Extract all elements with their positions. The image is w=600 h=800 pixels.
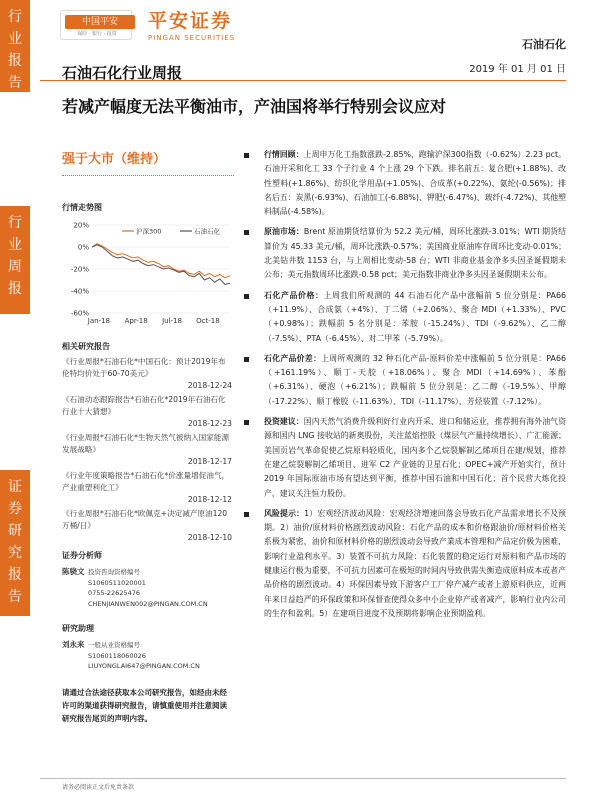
related-report-title: 《行业周报*石油石化*欧佩克+决定减产原油120万桶/日》 bbox=[62, 509, 228, 530]
sidebar-char: 告 bbox=[8, 75, 22, 91]
sidebar-char: 告 bbox=[8, 589, 22, 605]
contact-line: 0755-22625476 bbox=[88, 589, 140, 597]
bullet-square-icon bbox=[244, 420, 249, 425]
sidebar-char: 报 bbox=[8, 567, 22, 583]
sidebar bbox=[0, 0, 30, 800]
pingan-logo-mark: 中国平安 bbox=[65, 15, 135, 29]
industry-label: 石油石化 bbox=[522, 38, 566, 51]
summary-bullet bbox=[240, 148, 566, 219]
related-report-date: 2018-12-23 bbox=[187, 419, 232, 428]
related-report-title: 《石油动态跟踪报告*石油石化*2019年石油石化行业十大猜想》 bbox=[62, 395, 226, 416]
summary-bullets bbox=[240, 148, 566, 627]
sidebar-char: 业 bbox=[8, 31, 22, 47]
analyst-name: 陈骁文 bbox=[62, 567, 85, 576]
bullet-text: 上周所观测的 32 种石化产品-原料价差中涨幅前 5 位分别是：PA66（+161.19%）、顺丁-天胶（+18.06%）、聚合 MDI（+14.69%）、苯酚（+6.31%）、硬泡（+6.21%）；跌幅前 5 位分别是：乙二醇（-19.5%）、甲醇（-17.22%）、顺丁橡胶（-11.63%）、TDI（-11.17%）、芳烃装置（-7.12%）。 bbox=[264, 353, 566, 406]
contact-line: LIUYONGLAI647@PINGAN.COM.CN bbox=[88, 662, 200, 670]
footer-divider bbox=[40, 778, 566, 779]
bullet-text: 1）宏观经济波动风险：宏观经济增速回落会导致石化产品需求增长不及预期。2）油价/原材料价格剧烈波动风险：石化产品的成本和价格跟油价/原材料价格关系极为紧密，油价和原材料价格的剧烈波动会导致产業成本管理和产品定价极为困难，影响行业盈利水平。3）装置不可抗力风险：石化装置的稳定运行对原料和产品市场的健康运行极为重要，不可抗力因素可在极短的时间内导致供需失衡造成原料成本或者产品价格的剧烈波动。4）环保因素导致下游客户工厂停产减产或者上游原料供应，近两年来日益趋严的环保政策和环保督查使得众多中小企业停产或者减产，影响行业内公司的生存和盈利。5）在建项目进度不及预期将影响企业预期盈利。 bbox=[264, 508, 566, 618]
analyst-info bbox=[88, 567, 232, 609]
sidebar-char: 业 bbox=[8, 237, 22, 253]
rating: 强于大市（维持） bbox=[62, 152, 167, 167]
x-tick-label: Jul-18 bbox=[162, 317, 182, 325]
assistant-name: 刘永来 bbox=[62, 640, 85, 649]
pingan-logo-subtitle: 保险 · 银行 · 投资 bbox=[77, 31, 117, 37]
related-report-item bbox=[62, 432, 232, 468]
sidebar-block-industry-report bbox=[0, 0, 30, 92]
sidebar-char: 行 bbox=[8, 215, 22, 231]
sidebar-block-securities-research bbox=[0, 470, 30, 616]
related-report-date: 2018-12-10 bbox=[187, 533, 232, 542]
sidebar-char: 行 bbox=[8, 9, 22, 25]
bullet-label: 行情回顾： bbox=[264, 150, 304, 159]
header-divider bbox=[40, 80, 566, 81]
y-tick-label: 20% bbox=[73, 221, 89, 230]
contact-line: S1060118060026 bbox=[88, 651, 146, 660]
related-report-date: 2018-12-12 bbox=[187, 495, 232, 504]
legend-label: 石油石化 bbox=[194, 227, 220, 236]
sidebar-char: 周 bbox=[8, 259, 22, 275]
bullet-label: 风险提示： bbox=[264, 508, 305, 518]
bullet-text: 上周我们所观测的 44 石油石化产品中涨幅前 5 位分别是：PA66（+11.9%）、合成氨（+4%）、丁二烯（+2.06%）、聚合 MDI（+1.33%）、PVC（+0.98%）；跌幅前 5 名分别是：苯胺（-15.24%）、TDI（-9.62%）、乙二醇（-7.5%）、PTA（-6.45%）、对二甲苯（-5.79%）。 bbox=[264, 290, 567, 343]
report-date: 2019 年 01 月 01 日 bbox=[469, 64, 566, 75]
performance-chart bbox=[62, 217, 232, 333]
y-tick-label: -20% bbox=[70, 265, 89, 274]
related-report-item bbox=[62, 508, 232, 544]
legend-label: 沪深300 bbox=[136, 227, 162, 236]
bullet-square-icon bbox=[244, 294, 249, 299]
related-report-title: 《行业周报*石油石化*中国石化：预计2019年布伦特均价处于60-70美元》 bbox=[62, 357, 226, 378]
related-research-list bbox=[62, 356, 232, 544]
assistant-info bbox=[88, 640, 232, 672]
sidebar-char: 报 bbox=[8, 53, 22, 69]
related-research-title: 相关研究报告 bbox=[62, 342, 110, 351]
related-report-title: 《行业周报*石油石化*生物天然气被纳入国家能源发展战略》 bbox=[62, 433, 230, 454]
bullet-text: 上周申万化工指数涨跌-2.85%，跑输沪深300指数（-0.62%）2.23 pct。石油开采和化工 33 个子行业 4 个上涨 29 个下跌。排名前五：复合肥(+1.88%)、改性塑料(+1.86%)、纺织化学用品(+1.05%)、合成革(+0.22%)、氨纶(-0.56%)；排名后五：炭黑(-6.93%)、石油加工(-6.88%)、钾肥(-6.47%)、玻纤(-4.72%)、其他塑料制品(-4.58%)。 bbox=[264, 150, 566, 217]
summary-bullet bbox=[240, 352, 566, 409]
analyst-section-title: 证券分析师 bbox=[62, 551, 102, 560]
related-report-item bbox=[62, 470, 232, 506]
disclaimer: 请通过合法途径获取本公司研究报告，如经由未经许可的渠道获得研究报告，请慎重使用并注意阅读研究报告尾页的声明内容。 bbox=[62, 687, 227, 723]
report-type: 石油石化行业周报 bbox=[62, 64, 183, 82]
sidebar-char: 证 bbox=[8, 479, 22, 495]
related-report-item bbox=[62, 394, 232, 430]
x-tick-label: Jan-18 bbox=[87, 317, 111, 325]
related-report-item bbox=[62, 356, 232, 392]
rating-divider bbox=[62, 175, 234, 176]
y-tick-label: 0% bbox=[77, 243, 89, 252]
footer-note: 请务必阅读正文后免责条款 bbox=[62, 784, 135, 791]
bullet-text: Brent 原油期货结算价为 52.2 美元/桶，周环比涨跌-3.01%；WTI 期货结算价为 45.33 美元/桶，周环比涨跌-0.57%；美国商业原油库存周环比变动-0.01%；北美钻井数 1153 台，与上周相比变动-58 台；WTI 非商业基金净多头因圣诞假期未公布；美元指数周环比涨跌-0.58 pct；美元指数非商业净多头因圣诞假期未公布。 bbox=[264, 227, 566, 280]
bullet-text: 国内天然气消费升级利好行业内开采、进口和储运业，推荐拥有海外油气资源和国内 LNG 接收站的新奥股份，关注蓝焰控股（煤层气产量持续增长）、广汇能源；美国页岩气革命促使乙烷原料轻质化，国内多个乙烷裂解制乙烯项目在建/规划，推荐在建乙烷裂解制乙烯项目、进军 C2 产业链的卫星石化；OPEC+减产开始实行，预计 2019 年国际原油市场有望达到平衡，推荐中国石油和中国石化；首个民营大炼化投产，建议关注恒力股份。 bbox=[264, 417, 566, 498]
pingan-securities-logo bbox=[148, 6, 235, 42]
summary-bullet bbox=[240, 415, 566, 501]
securities-logo-cn: 平安证券 bbox=[148, 10, 233, 32]
bullet-label: 石化产品价差： bbox=[264, 353, 322, 363]
pingan-logo bbox=[60, 10, 132, 40]
assistant-card bbox=[62, 640, 232, 672]
left-column bbox=[62, 140, 232, 725]
bullet-label: 原油市场： bbox=[264, 227, 304, 237]
contact-line: 投资咨询资格编号 bbox=[88, 568, 140, 576]
performance-chart-svg bbox=[62, 217, 234, 329]
sidebar-char: 究 bbox=[8, 545, 22, 561]
x-tick-label: Apr-18 bbox=[124, 317, 148, 325]
y-tick-label: -60% bbox=[70, 309, 89, 318]
sidebar-block-industry-weekly bbox=[0, 206, 30, 314]
contact-line: 一般从业资格编号 bbox=[88, 641, 140, 649]
sidebar-char: 券 bbox=[8, 501, 22, 517]
bullet-label: 石化产品价格： bbox=[264, 290, 324, 300]
summary-bullet bbox=[240, 507, 566, 621]
chart-section-title: 行情走势图 bbox=[62, 203, 102, 212]
summary-bullet bbox=[240, 289, 566, 346]
related-report-date: 2018-12-17 bbox=[187, 457, 232, 466]
series-line-hs300 bbox=[92, 244, 230, 278]
bullet-label: 投资建议： bbox=[264, 417, 304, 427]
x-tick-label: Oct-18 bbox=[196, 317, 220, 325]
related-report-title: 《行业年度策略报告*石油石化*价涨量增促油气，产业重塑利化工》 bbox=[62, 471, 230, 492]
summary-bullet bbox=[240, 225, 566, 282]
analyst-card bbox=[62, 567, 232, 609]
headline: 若减产幅度无法平衡油市，产油国将举行特别会议应对 bbox=[62, 97, 447, 116]
contact-line: CHENJIANWEN002@PINGAN.COM.CN bbox=[88, 599, 208, 608]
bullet-square-icon bbox=[244, 230, 249, 235]
bullet-square-icon bbox=[244, 512, 249, 517]
contact-line: S1060511020001 bbox=[88, 578, 146, 587]
y-tick-label: -40% bbox=[70, 287, 89, 296]
related-report-date: 2018-12-24 bbox=[187, 381, 232, 390]
sidebar-char: 报 bbox=[8, 281, 22, 297]
assistant-section-title: 研究助理 bbox=[62, 624, 94, 633]
sidebar-char: 研 bbox=[8, 523, 22, 539]
bullet-square-icon bbox=[244, 153, 249, 158]
bullet-square-icon bbox=[244, 357, 249, 362]
securities-logo-en: PINGAN SECURITIES bbox=[148, 34, 236, 42]
